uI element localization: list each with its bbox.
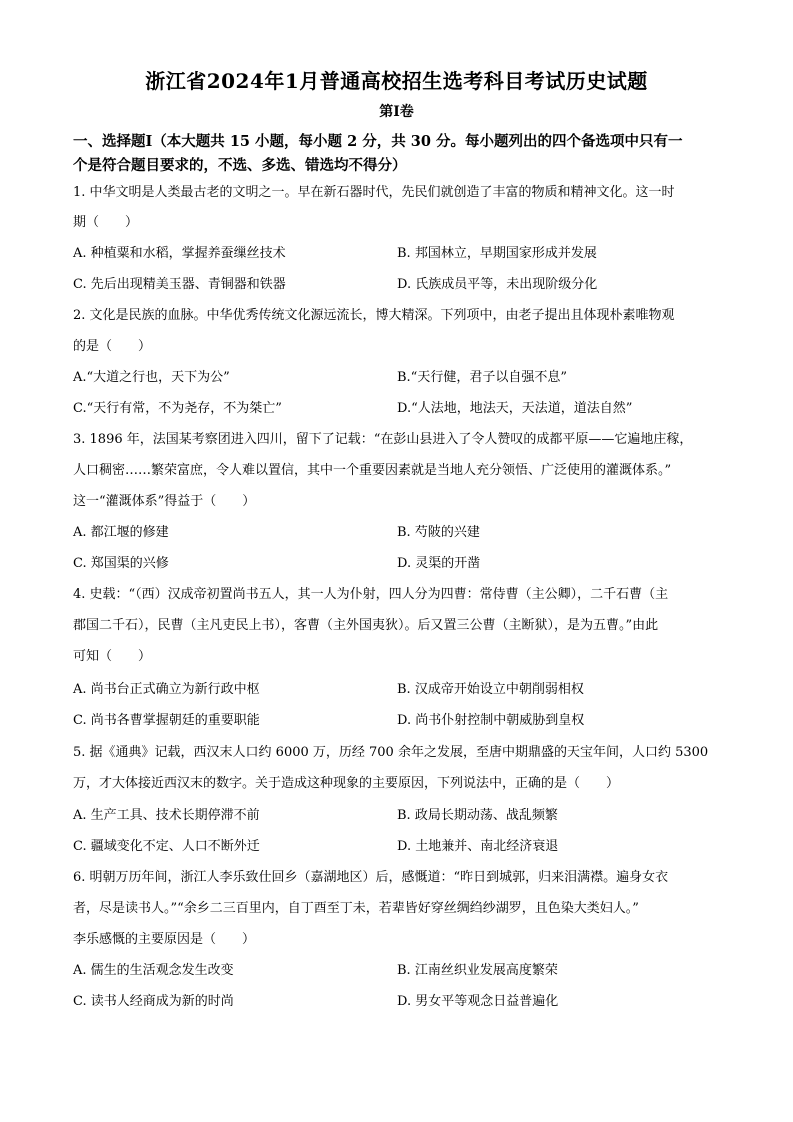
question-1-stem-line: 期（ ） <box>73 215 139 230</box>
question-1-option-d: D. 氏族成员平等，未出现阶级分化 <box>397 277 598 292</box>
question-5-option-c: C. 疆域变化不定、人口不断外迁 <box>73 839 260 854</box>
question-6-stem-line: 者，尽是读书人。”“余乡二三百里内，自丁酉至丁未，若辈皆好穿丝绸绉纱湖罗，且色染大类妇人。” <box>73 901 639 916</box>
question-1-option-a: A. 种植粟和水稻，掌握养蚕缫丝技术 <box>73 246 286 261</box>
question-5-option-a: A. 生产工具、技术长期停滞不前 <box>73 808 260 823</box>
question-3-option-a: A. 都江堰的修建 <box>73 525 169 540</box>
question-6-stem-line: 李乐感慨的主要原因是（ ） <box>73 932 256 947</box>
question-4-option-a: A. 尚书台正式确立为新行政中枢 <box>73 682 260 697</box>
question-6-option-a: A. 儒生的生活观念发生改变 <box>73 963 234 978</box>
section-heading-line-1: 一、选择题Ⅰ（本大题共 15 小题，每小题 2 分，共 30 分。每小题列出的四个备选项中只有一 <box>73 133 683 150</box>
question-2-option-d: D.“人法地，地法天，天法道，道法自然” <box>397 401 633 416</box>
question-6-option-d: D. 男女平等观念日益普遍化 <box>397 994 559 1009</box>
volume-label: 第Ⅰ卷 <box>379 104 414 120</box>
question-3-stem-line: 3. 1896 年，法国某考察团进入四川，留下了记载：“在彭山县进入了令人赞叹的成都平原——它遍地庄稼， <box>73 432 693 447</box>
question-3-option-d: D. 灵渠的开凿 <box>397 556 481 571</box>
section-heading-line-2: 个是符合题目要求的，不选、多选、错选均不得分） <box>73 157 407 174</box>
question-4-stem-line: 可知（ ） <box>73 649 152 664</box>
exam-title: 浙江省2024年1月普通高校招生选考科目考试历史试题 <box>145 69 648 93</box>
question-4-stem-line: 4. 史载：“（西）汉成帝初置尚书五人，其一人为仆射，四人分为四曹：常侍曹（主公卿），二千石曹（主 <box>73 587 669 602</box>
question-2-option-c: C.“天行有常，不为尧存，不为桀亡” <box>73 401 282 416</box>
question-4-option-b: B. 汉成帝开始设立中朝削弱相权 <box>397 682 584 697</box>
question-5-option-b: B. 政局长期动荡、战乱频繁 <box>397 808 558 823</box>
question-5-stem-line: 万，才大体接近西汉末的数字。关于造成这种现象的主要原因，下列说法中，正确的是（ ） <box>73 776 620 791</box>
question-5-option-d: D. 土地兼并、南北经济衰退 <box>397 839 559 854</box>
question-1-option-c: C. 先后出现精美玉器、青铜器和铁器 <box>73 277 286 292</box>
question-3-stem-line: 人口稠密……繁荣富庶，令人难以置信，其中一个重要因素就是当地人充分领悟、广泛使用的灌溉体系。” <box>73 463 672 478</box>
question-4-stem-line: 郡国二千石），民曹（主凡吏民上书），客曹（主外国夷狄）。后又置三公曹（主断狱），是为五曹。”由此 <box>73 618 659 633</box>
question-2-stem-line: 2. 文化是民族的血脉。中华优秀传统文化源远流长，博大精深。下列项中，由老子提出且体现朴素唯物观 <box>73 308 675 323</box>
question-3-option-b: B. 芍陂的兴建 <box>397 525 480 540</box>
question-3-stem-line: 这一“灌溉体系”得益于（ ） <box>73 494 256 509</box>
question-6-option-c: C. 读书人经商成为新的时尚 <box>73 994 234 1009</box>
question-3-option-c: C. 郑国渠的兴修 <box>73 556 169 571</box>
question-1-stem-line: 1. 中华文明是人类最古老的文明之一。早在新石器时代，先民们就创造了丰富的物质和精神文化。这一时 <box>73 185 675 200</box>
question-4-option-d: D. 尚书仆射控制中朝威胁到皇权 <box>397 713 585 728</box>
question-2-option-b: B.“天行健，君子以自强不息” <box>397 370 567 385</box>
question-6-option-b: B. 江南丝织业发展高度繁荣 <box>397 963 558 978</box>
question-4-option-c: C. 尚书各曹掌握朝廷的重要职能 <box>73 713 260 728</box>
question-2-stem-line: 的是（ ） <box>73 339 152 354</box>
question-1-option-b: B. 邦国林立，早期国家形成并发展 <box>397 246 597 261</box>
question-2-option-a: A.“大道之行也，天下为公” <box>73 370 230 385</box>
question-6-stem-line: 6. 明朝万历年间，浙江人李乐致仕回乡（嘉湖地区）后，感慨道：“昨日到城郭，归来泪满襟。遍身女衣 <box>73 870 669 885</box>
question-5-stem-line: 5. 据《通典》记载，西汉末人口约 6000 万，历经 700 余年之发展，至唐中期鼎盛的天宝年间，人口约 5300 <box>73 745 709 760</box>
